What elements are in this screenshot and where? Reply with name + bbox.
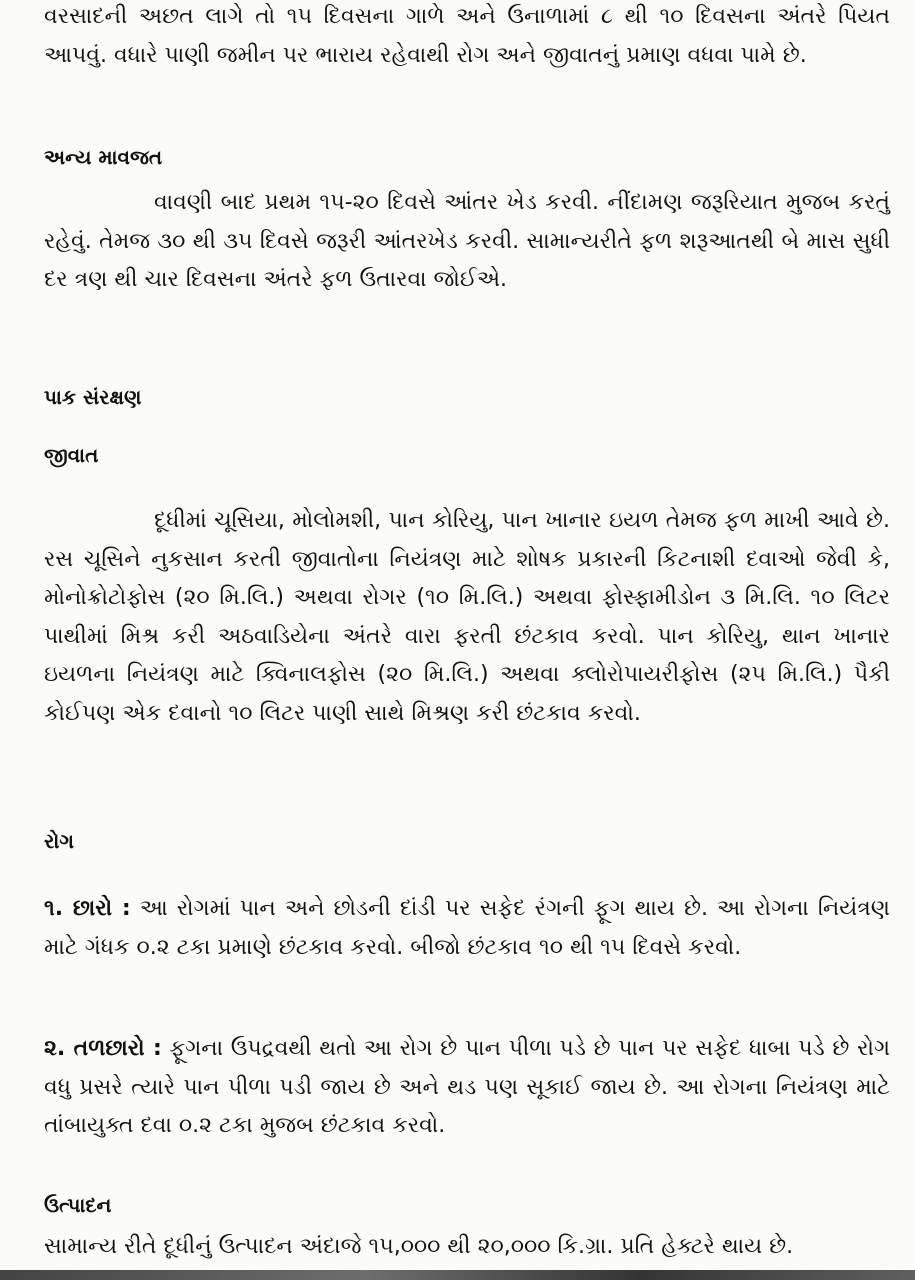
disease-powdery-mildew-label: ૧. છારો : bbox=[44, 896, 131, 921]
page-edge-shadow bbox=[0, 1270, 915, 1280]
heading-pests: જીવાત bbox=[44, 443, 99, 467]
disease-downy-mildew-label: ૨. તળછારો : bbox=[44, 1036, 162, 1061]
irrigation-paragraph: વરસાદની અછત લાગે તો ૧૫ દિવસના ગાળે અને ઉનાળામાં ૮ થી ૧૦ દિવસના અંતરે પિયત આપવું. વધારે પાણી જમીન પર ભારાય રહેવાથી રોગ અને જીવાતનું પ્રમાણ વધવા પામે છે. bbox=[44, 4, 890, 68]
disease-downy-mildew-paragraph bbox=[44, 1030, 890, 1146]
disease-powdery-mildew-text: આ રોગમાં પાન અને છોડની દાંડી પર સફેદ રંગની ફૂગ થાય છે. આ રોગના નિયંત્રણ માટે ગંધક ૦.૨ ટકા પ્રમાણે છંટકાવ કરવો. બીજો છંટકાવ ૧૦ થી ૧૫ દિવસે કરવો. bbox=[44, 896, 890, 960]
other-care-paragraph: વાવણી બાદ પ્રથમ ૧૫-૨૦ દિવસે આંતર ખેડ કરવી. નીંદામણ જરૂરિયાત મુજબ કરતું રહેવું. તેમજ ૩૦ થી ૩૫ દિવસે જરૂરી આંતરખેડ કરવી. સામાન્યરીતે ફળ શરૂઆતથી બે માસ સુધી દર ત્રણ થી ચાર દિવસના અંતરે ફળ ઉતારવા જોઈએ. bbox=[44, 190, 890, 292]
heading-other-care: અન્ય માવજત bbox=[44, 145, 163, 169]
yield-paragraph: સામાન્ય રીતે દૂધીનું ઉત્પાદન અંદાજે ૧૫,૦૦૦ થી ૨૦,૦૦૦ કિ.ગ્રા. પ્રતિ હેક્ટરે થાય છે. bbox=[44, 1234, 794, 1259]
disease-powdery-mildew-paragraph bbox=[44, 890, 890, 967]
disease-downy-mildew-text: ફૂગના ઉપદ્રવથી થતો આ રોગ છે પાન પીળા પડે છે પાન પર સફેદ ધાબા પડે છે રોગ વધુ પ્રસરે ત્યારે પાન પીળા પડી જાય છે અને થડ પણ સૂકાઈ જાય છે. આ રોગના નિયંત્રણ માટે તાંબાયુક્ત દવા ૦.૨ ટકા મુજબ છંટકાવ કરવો. bbox=[44, 1036, 890, 1138]
heading-disease: રોગ bbox=[44, 829, 74, 853]
heading-yield: ઉત્પાદન bbox=[44, 1193, 112, 1217]
pests-paragraph: દૂધીમાં ચૂસિયા, મોલોમશી, પાન કોરિયુ, પાન ખાનાર ઇયળ તેમજ ફળ માખી આવે છે. રસ ચૂસિને નુકસાન કરતી જીવાતોના નિયંત્રણ માટે શોષક પ્રકારની કિટનાશી દવાઓ જેવી કે, મોનોક્રોટોફોસ (૨૦ મિ.લિ.) અથવા રોગર (૧૦ મિ.લિ.) અથવા ફોસ્ફામીડોન ૩ મિ.લિ. ૧૦ લિટર પાથીમાં મિશ્ર કરી અઠવાડિયેના અંતરે વારા ફરતી છંટકાવ કરવો. પાન કોરિયુ, થાન ખાનાર ઇયળના નિયંત્રણ માટે ક્વિનાલફોસ (૨૦ મિ.લિ.) અથવા ક્લોરોપાયરીફોસ (૨૫ મિ.લિ.) પૈકી કોઈપણ એક દવાનો ૧૦ લિટર પાણી સાથે મિશ્રણ કરી છંટકાવ કરવો. bbox=[44, 508, 890, 726]
heading-crop-protection: પાક સંરક્ષણ bbox=[44, 385, 142, 409]
